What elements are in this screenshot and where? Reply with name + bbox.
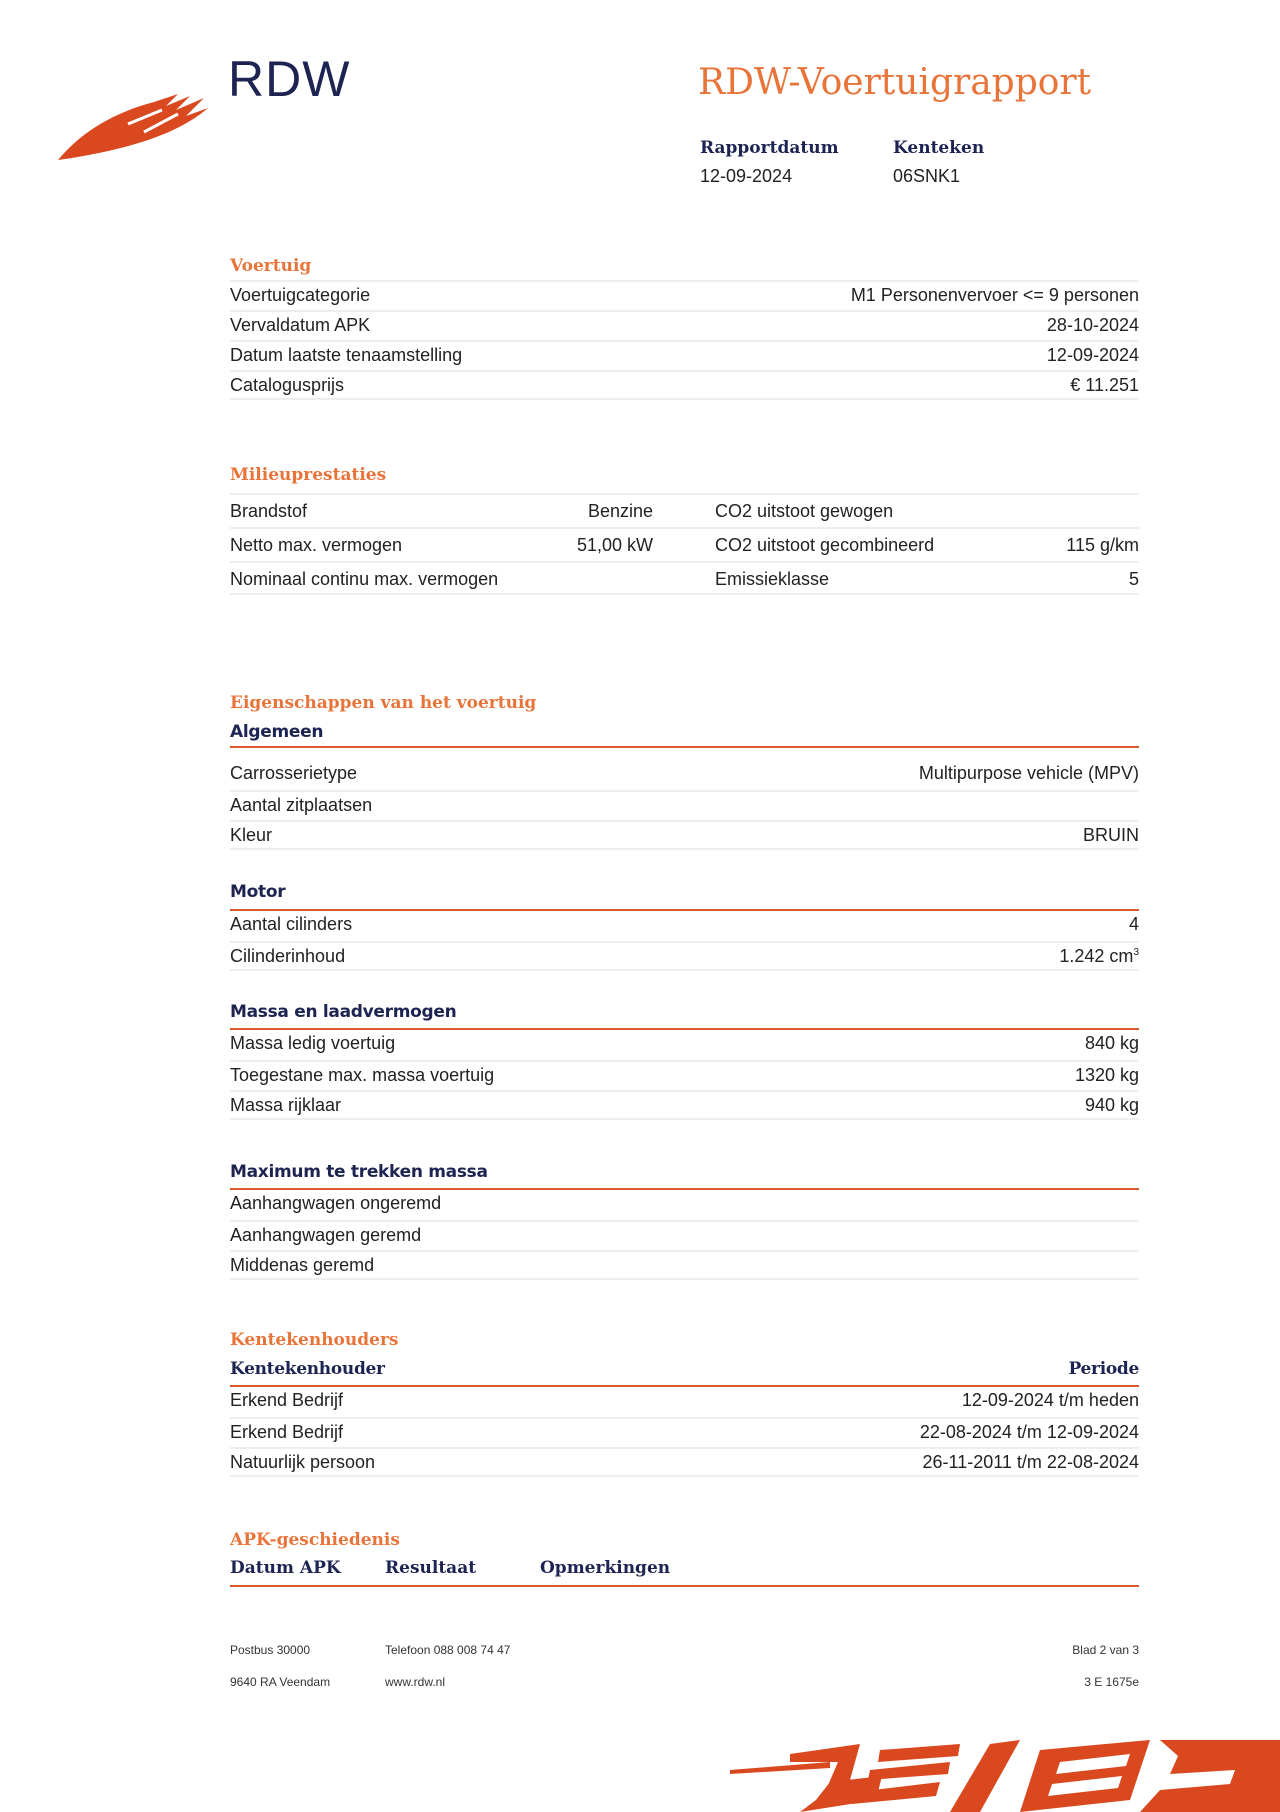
subsection-title-mass: Massa en laadvermogen <box>230 1002 457 1022</box>
table-row <box>230 1417 1139 1447</box>
footer-form-code: 3 E 1675e <box>1084 1675 1139 1689</box>
logo-text: RDW <box>228 51 351 107</box>
row-label: Massa ledig voertuig <box>230 1033 396 1053</box>
row-value: Multipurpose vehicle (MPV) <box>918 763 1139 783</box>
row-value: 115 g/km <box>1066 535 1139 555</box>
row-value: 51,00 kW <box>576 535 653 555</box>
row-label: Erkend Bedrijf <box>230 1390 344 1410</box>
footer-page-number: Blad 2 van 3 <box>1072 1643 1139 1657</box>
row-value: € 11.251 <box>1070 375 1139 395</box>
table-row <box>230 1090 1139 1120</box>
table-row <box>230 280 1139 310</box>
displacement-value: 1.242 cm <box>1059 946 1134 966</box>
table-row <box>230 340 1139 370</box>
row-label: Kleur <box>230 825 273 845</box>
row-label: CO2 uitstoot gecombineerd <box>715 535 935 555</box>
plate-label: Kenteken <box>893 138 985 158</box>
superscript-unit: 3 <box>1133 947 1139 958</box>
row-value <box>1059 946 1139 967</box>
row-label: Datum laatste tenaamstelling <box>230 345 463 365</box>
row-label: Natuurlijk persoon <box>230 1452 376 1472</box>
row-label: Aanhangwagen ongeremd <box>230 1193 442 1213</box>
column-header-result: Resultaat <box>385 1558 477 1578</box>
section-title-properties: Eigenschappen van het voertuig <box>230 693 537 713</box>
table-row <box>230 1447 1139 1477</box>
table-row <box>230 1387 1139 1417</box>
table-row <box>230 561 1139 595</box>
row-value: 26-11-2011 t/m 22-08-2024 <box>922 1452 1139 1472</box>
page-title: RDW-Voertuigrapport <box>698 62 1092 103</box>
plate-value: 06SNK1 <box>893 166 961 186</box>
row-label: Brandstof <box>230 501 308 521</box>
section-title-apk: APK-geschiedenis <box>230 1530 400 1550</box>
table-row <box>230 820 1139 850</box>
table-row <box>230 790 1139 820</box>
row-label: Erkend Bedrijf <box>230 1422 344 1442</box>
section-divider <box>230 1585 1139 1587</box>
footer-address-line1: Postbus 30000 <box>230 1643 311 1657</box>
footer-phone: Telefoon 088 008 74 47 <box>385 1643 511 1657</box>
row-value: 1320 kg <box>1074 1065 1139 1085</box>
table-row <box>230 941 1139 971</box>
row-value: 28-10-2024 <box>1046 315 1139 335</box>
row-label: CO2 uitstoot gewogen <box>715 501 894 521</box>
row-value: 12-09-2024 <box>1046 345 1139 365</box>
row-label: Aantal cilinders <box>230 914 353 934</box>
table-row <box>230 493 1139 527</box>
row-value: 22-08-2024 t/m 12-09-2024 <box>919 1422 1139 1442</box>
table-row <box>230 1220 1139 1250</box>
subsection-title-towing: Maximum te trekken massa <box>230 1162 488 1182</box>
row-value: Benzine <box>587 501 653 521</box>
row-label: Massa rijklaar <box>230 1095 342 1115</box>
column-header-holder: Kentekenhouder <box>230 1359 385 1379</box>
row-label: Emissieklasse <box>715 569 830 589</box>
row-label: Middenas geremd <box>230 1255 375 1275</box>
row-value: 940 kg <box>1084 1095 1139 1115</box>
section-title-holders: Kentekenhouders <box>230 1330 399 1350</box>
row-label: Netto max. vermogen <box>230 535 403 555</box>
row-label: Vervaldatum APK <box>230 315 371 335</box>
table-row <box>230 911 1139 941</box>
table-row <box>230 310 1139 340</box>
column-header-period: Periode <box>1068 1359 1139 1379</box>
column-header-apk-date: Datum APK <box>230 1558 341 1578</box>
row-value: M1 Personenvervoer <= 9 personen <box>850 285 1139 305</box>
row-label: Catalogusprijs <box>230 375 345 395</box>
footer-website: www.rdw.nl <box>385 1675 446 1689</box>
row-label: Toegestane max. massa voertuig <box>230 1065 495 1085</box>
report-date-label: Rapportdatum <box>700 138 839 158</box>
row-value: BRUIN <box>1082 825 1139 845</box>
table-row <box>230 1190 1139 1220</box>
row-label: Nominaal continu max. vermogen <box>230 569 499 589</box>
subsection-title-general: Algemeen <box>230 722 324 742</box>
subsection-title-engine: Motor <box>230 882 286 902</box>
table-row <box>230 760 1139 790</box>
section-title-environment: Milieuprestaties <box>230 465 387 485</box>
section-divider <box>230 746 1139 748</box>
column-header-notes: Opmerkingen <box>540 1558 671 1578</box>
table-row <box>230 1250 1139 1280</box>
row-value: 5 <box>1128 569 1139 589</box>
row-label: Aantal zitplaatsen <box>230 795 373 815</box>
section-title-vehicle: Voertuig <box>230 256 312 276</box>
table-row <box>230 527 1139 561</box>
row-value: 4 <box>1128 914 1139 934</box>
table-row <box>230 370 1139 400</box>
decorative-stripes-icon <box>730 1740 1280 1812</box>
footer-address-line2: 9640 RA Veendam <box>230 1675 331 1689</box>
row-label: Voertuigcategorie <box>230 285 371 305</box>
table-row <box>230 1060 1139 1090</box>
row-value: 840 kg <box>1084 1033 1139 1053</box>
table-row <box>230 1030 1139 1060</box>
row-label: Carrosserietype <box>230 763 358 783</box>
row-label: Cilinderinhoud <box>230 946 346 966</box>
row-value: 12-09-2024 t/m heden <box>961 1390 1139 1410</box>
report-date-value: 12-09-2024 <box>700 166 793 186</box>
row-label: Aanhangwagen geremd <box>230 1225 422 1245</box>
rdw-logo-icon <box>58 84 210 160</box>
